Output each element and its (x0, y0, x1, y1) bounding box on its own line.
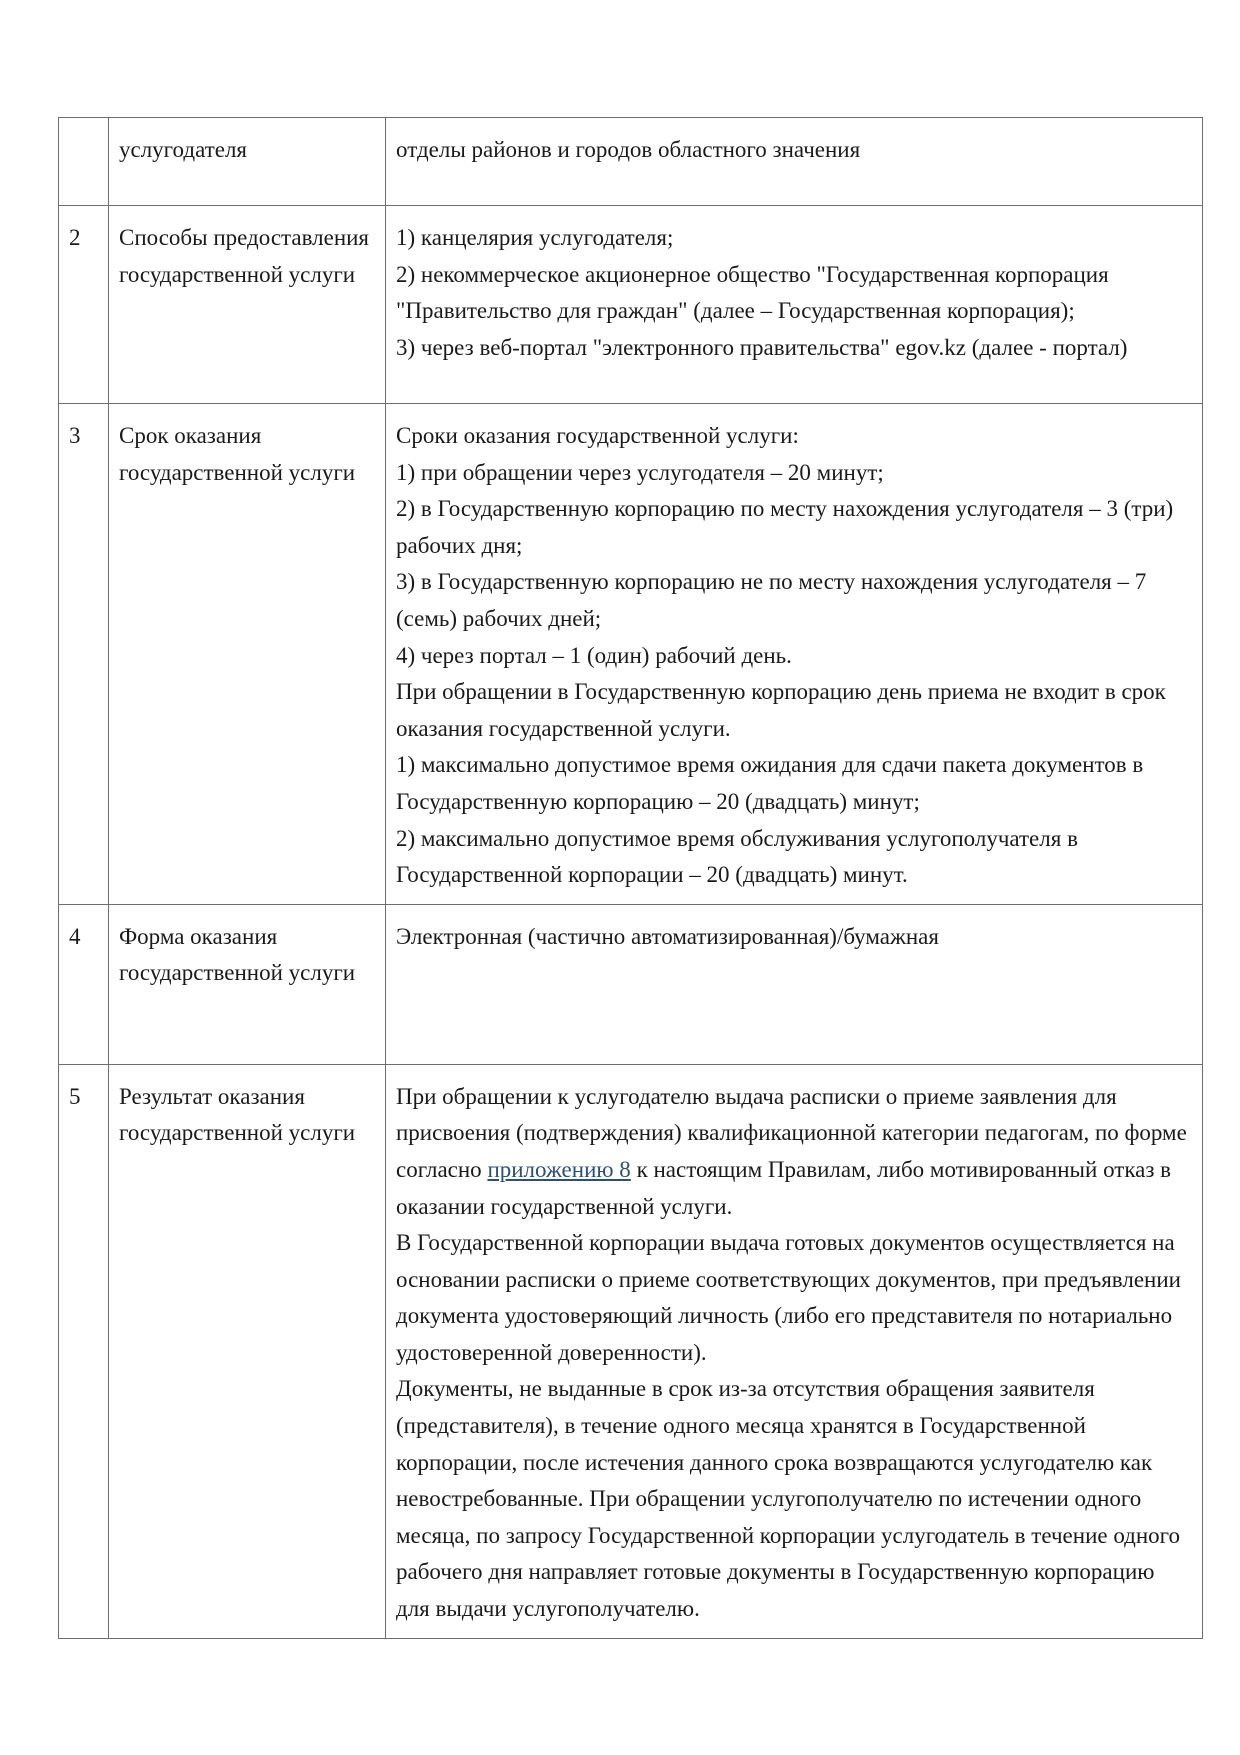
description-line: 2) максимально допустимое время обслуживания услугополучателя в Государственной корпорации – 20 (двадцать) минут. (396, 825, 1078, 888)
description-text: При обращении к услугодателю выдача расписки о приеме заявления для присвоения (подтверждения) квалификационной категории педагогам, по форме согласно (396, 1083, 1187, 1182)
description-line: 1) при обращении через услугодателя – 20 минут; (396, 459, 884, 485)
row-number: 4 (59, 904, 109, 1064)
description-line: В Государственной корпорации выдача готовых документов осуществляется на основании расписки о приеме соответствующих документов, при предъявлении документа удостоверяющий личность (либо его представителя по нотариально удостоверенной доверенности). (396, 1230, 1181, 1365)
description-line: 2) в Государственную корпорацию по месту нахождения услугодателя – 3 (три) рабочих дня; (396, 496, 1174, 558)
table-row (59, 118, 1203, 206)
description-paragraph (396, 1079, 1192, 1225)
service-standard-table (58, 117, 1203, 1639)
description-line: отделы районов и городов областного значения (396, 137, 861, 162)
row-title: Способы предоставления государственной услуги (109, 206, 386, 404)
table-row (59, 206, 1203, 404)
table-row (59, 1064, 1203, 1638)
row-description (386, 118, 1203, 206)
description-line: При обращении в Государственную корпорацию день приема не входит в срок оказания государственной услуги. (396, 679, 1166, 741)
description-line: 2) некоммерческое акционерное общество "Государственная корпорация "Правительство для граждан" (далее – Государственная корпорация); (396, 261, 1109, 324)
table-row (59, 404, 1203, 905)
description-line: Электронная (частично автоматизированная)/бумажная (396, 923, 939, 949)
description-text: к настоящим Правилам, либо мотивированный отказ в оказании государственной услуги. (396, 1156, 1172, 1219)
row-title: Форма оказания государственной услуги (109, 904, 386, 1064)
row-description (386, 206, 1203, 404)
document-page (58, 117, 1202, 1639)
row-number: 5 (59, 1064, 109, 1638)
description-line: Документы, не выданные в срок из-за отсутствия обращения заявителя (представителя), в течение одного месяца хранятся в Государственной корпорации, после истечения данного срока возвращаются услугодателю как невостребованные. При обращении услугополучателю по истечении одного месяца, по запросу Государственной корпорации услугодатель в течение одного рабочего дня направляет готовые документы в Государственную корпорацию для выдачи услугополучателю. (396, 1376, 1181, 1622)
row-description (386, 1064, 1203, 1638)
row-description (386, 404, 1203, 905)
row-number: 3 (59, 404, 109, 905)
description-line: 4) через портал – 1 (один) рабочий день. (396, 642, 792, 668)
row-number: 2 (59, 206, 109, 404)
row-title: Результат оказания государственной услуги (109, 1064, 386, 1638)
row-title: услугодателя (109, 118, 386, 206)
description-line: 1) канцелярия услугодателя; (396, 225, 674, 250)
appendix-8-link[interactable]: приложению 8 (487, 1156, 631, 1182)
row-description (386, 904, 1203, 1064)
row-title: Срок оказания государственной услуги (109, 404, 386, 905)
description-line: 3) в Государственную корпорацию не по месту нахождения услугодателя – 7 (семь) рабочих дней; (396, 569, 1147, 631)
description-line: 3) через веб-портал "электронного правительства" egov.kz (далее - портал) (396, 334, 1128, 360)
description-line: 1) максимально допустимое время ожидания для сдачи пакета документов в Государственную корпорацию – 20 (двадцать) минут; (396, 752, 1144, 814)
table-row (59, 904, 1203, 1064)
description-line: Сроки оказания государственной услуги: (396, 423, 799, 448)
row-number (59, 118, 109, 206)
